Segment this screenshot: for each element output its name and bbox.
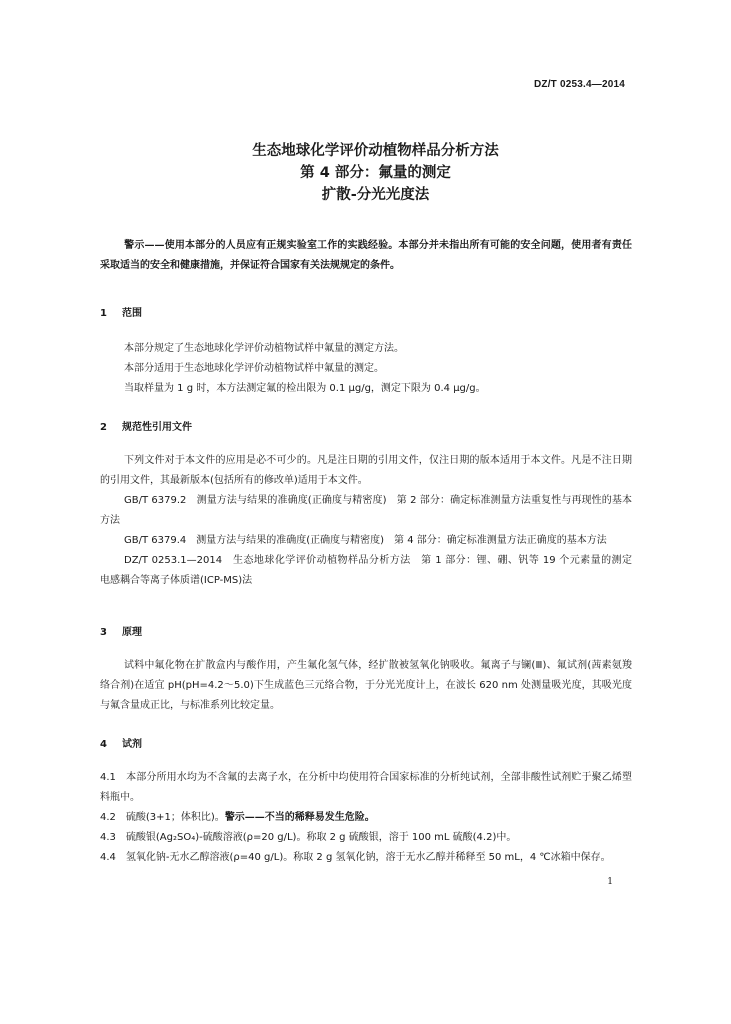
section-3-heading (100, 623, 142, 638)
reagent-4-2-text: 4.2 硫酸(3+1；体积比)。 (100, 812, 225, 823)
reference-item: GB/T 6379.4 测量方法与结果的准确度(正确度与精密度) 第 4 部分：确定标准测量方法正确度的基本方法 (124, 535, 607, 546)
section-title: 范围 (122, 308, 142, 319)
section-number: 2 (100, 422, 107, 433)
reference-item: DZ/T 0253.1—2014 生态地球化学评价动植物样品分析方法 第 1 部分：锂、硼、钒等 19 个元素量的测定 电感耦合等离子体质谱(ICP-MS)法 (100, 555, 642, 586)
section-title: 规范性引用文件 (122, 422, 192, 433)
section-4-heading (100, 735, 142, 750)
paragraph: 下列文件对于本文件的应用是必不可少的。凡是注日期的引用文件，仅注日期的版本适用于本文件。凡是不注日期的引用文件，其最新版本(包括所有的修改单)适用于本文件。 (100, 455, 632, 486)
section-title: 试剂 (122, 739, 142, 750)
paragraph: 当取样量为 1 g 时，本方法测定氟的检出限为 0.1 μg/g，测定下限为 0.4 μg/g。 (124, 383, 486, 394)
section-number: 3 (100, 627, 107, 638)
reagent-item-4-3: 4.3 硫酸银(Ag₂SO₄)-硫酸溶液(ρ=20 g/L)。称取 2 g 硫酸银，溶于 100 mL 硫酸(4.2)中。 (100, 832, 517, 843)
reagent-item-4-2 (100, 808, 632, 828)
reagent-4-2-warning: 警示——不当的稀释易发生危险。 (224, 812, 375, 823)
paragraph: 本部分适用于生态地球化学评价动植物试样中氟量的测定。 (124, 363, 384, 374)
section-title: 原理 (122, 627, 142, 638)
reagent-item-4-4: 4.4 氢氧化钠-无水乙醇溶液(ρ=40 g/L)。称取 2 g 氢氧化钠，溶于无水乙醇并稀释至 50 mL，4 ℃冰箱中保存。 (100, 852, 611, 863)
standard-code: DZ/T 0253.4—2014 (533, 79, 625, 90)
section-2-heading (100, 418, 192, 433)
reagent-item-4-1: 4.1 本部分所用水均为不含氟的去离子水，在分析中均使用符合国家标准的分析纯试剂，全部非酸性试剂贮于聚乙烯塑料瓶中。 (100, 772, 632, 803)
title-line-1: 生态地球化学评价动植物样品分析方法 (252, 143, 499, 159)
section-1-body (100, 339, 632, 399)
section-1-heading (100, 304, 142, 319)
title-line-3: 扩散-分光光度法 (321, 187, 430, 203)
title-line-2: 第 4 部分：氟量的测定 (300, 165, 451, 181)
warning-text: 警示——使用本部分的人员应有正规实验室工作的实践经验。本部分并未指出所有可能的安全问题，使用者有责任采取适当的安全和健康措施，并保证符合国家有关法规规定的条件。 (100, 240, 632, 271)
document-title (0, 140, 731, 206)
section-3-body (100, 656, 632, 716)
paragraph: 试料中氟化物在扩散盒内与酸作用，产生氟化氢气体，经扩散被氢氧化钠吸收。氟离子与镧(Ⅲ)、氟试剂(茜素氨羧络合剂)在适宜 pH(pH=4.2～5.0)下生成蓝色三元络合物，于分光光度计上，在波长 620 nm 处测量吸光度，其吸光度与氟含量成正比，与标准系列比较定量。 (100, 660, 632, 711)
section-number: 4 (100, 739, 107, 750)
section-2-body (100, 451, 642, 591)
page-number: 1 (607, 877, 613, 887)
paragraph: 本部分规定了生态地球化学评价动植物试样中氟量的测定方法。 (124, 343, 404, 354)
reference-item: GB/T 6379.2 测量方法与结果的准确度(正确度与精密度) 第 2 部分：确定标准测量方法重复性与再现性的基本方法 (100, 495, 632, 526)
safety-warning (100, 236, 632, 276)
section-number: 1 (100, 308, 107, 319)
section-4-body (100, 768, 632, 868)
